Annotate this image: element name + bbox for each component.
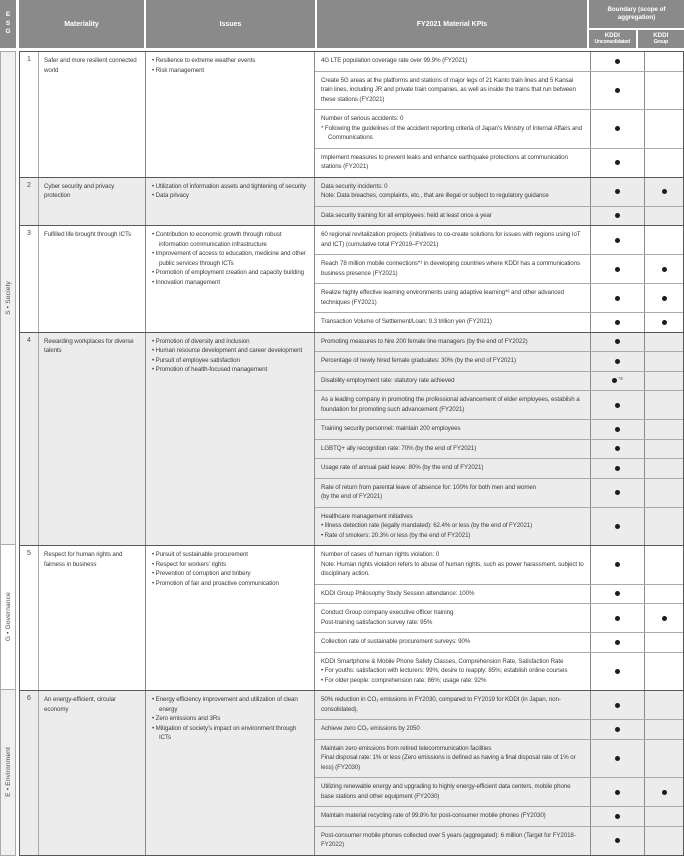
esg-group-label: G • Governance [5, 592, 12, 641]
kpi-line: As a leading company in promoting the professional advancement of elder employees, establish a foundation for promoting such advancement (FY2021) [321, 395, 584, 414]
issue-item: • Zero emissions and 3Rs [152, 714, 309, 724]
kpi-line: Data security incidents: 0 [321, 182, 584, 192]
boundary-kddi-group-cell [644, 352, 683, 371]
boundary-kddi-unconsolidated-cell [590, 459, 644, 478]
kpi-line: • Illness detection rate (legally mandated): 62.4% or less (by the end of FY2021) [321, 521, 584, 531]
boundary-kddi-unconsolidated-cell [590, 372, 644, 391]
kpi-cell [315, 255, 590, 283]
boundary-kddi-unconsolidated-cell [590, 604, 644, 632]
kpi-cell [315, 740, 590, 778]
table-body [0, 51, 684, 856]
kpi-cell [315, 284, 590, 312]
boundary-kddi-unconsolidated-cell [590, 149, 644, 177]
scope-dot-icon [615, 703, 620, 708]
boundary-kddi-unconsolidated-cell [590, 110, 644, 148]
kpi-row [315, 391, 683, 420]
scope-dot-icon [615, 727, 620, 732]
scope-dot-icon [662, 296, 667, 301]
boundary-kddi-group-cell [644, 149, 683, 177]
boundary-kddi-unconsolidated-cell [590, 255, 644, 283]
kpi-line: Data security training for all employees: held at least once a year [321, 211, 584, 221]
header-kddi-group: KDDI Group [638, 30, 684, 48]
header-boundary: Boundary (scope of aggregation) [589, 0, 684, 28]
boundary-kddi-group-cell [644, 778, 683, 806]
boundary-kddi-unconsolidated-cell [590, 284, 644, 312]
materiality-cell: Cyber security and privacy protection [39, 178, 145, 226]
issue-item: • Pursuit of sustainable procurement [152, 550, 309, 560]
boundary-kddi-group-cell [644, 207, 683, 226]
scope-dot-icon [615, 59, 620, 64]
scope-dot-icon [662, 189, 667, 194]
kpi-cell [315, 110, 590, 148]
kpi-line: * Following the guidelines of the accident reporting criteria of Japan’s Ministry of Internal Affairs and Communications [321, 124, 584, 143]
kpi-cell [315, 420, 590, 439]
scope-dot-icon [615, 669, 620, 674]
scope-dot-icon [615, 189, 620, 194]
scope-dot-icon [615, 320, 620, 325]
esg-band [0, 545, 684, 690]
kpi-row [315, 778, 683, 807]
materiality-group [19, 51, 684, 545]
kpi-row [315, 653, 683, 691]
issue-item: • Innovation management [152, 278, 309, 288]
materiality-number: 5 [20, 546, 39, 690]
esg-band [0, 690, 684, 856]
materiality-number: 1 [20, 52, 39, 177]
kpi-line: Collection rate of sustainable procurement surveys: 90% [321, 637, 584, 647]
boundary-kddi-group-cell [644, 313, 683, 332]
header-kpis: FY2021 Material KPIs [317, 0, 587, 48]
issue-item: • Improvement of access to education, medicine and other public services through ICTs [152, 249, 309, 268]
boundary-kddi-group-cell [644, 284, 683, 312]
kpi-cell [315, 827, 590, 855]
header-columns [19, 0, 684, 48]
issue-item: • Promotion of health-focused management [152, 365, 309, 375]
kpi-row [315, 372, 683, 392]
scope-dot-icon [615, 296, 620, 301]
kpi-cell [315, 333, 590, 352]
materiality-row-1 [20, 52, 683, 177]
materiality-number: 3 [20, 226, 39, 332]
boundary-kddi-group-cell [644, 720, 683, 739]
kpi-row [315, 178, 683, 207]
kpi-line: • For older people: comprehension rate: 86%; usage rate: 92% [321, 676, 584, 686]
boundary-kddi-group-cell [644, 72, 683, 110]
materiality-number: 4 [20, 333, 39, 546]
kpi-row [315, 585, 683, 605]
kpi-rows [314, 178, 683, 226]
boundary-kddi-group-cell [644, 691, 683, 719]
esg-group-label-cell [0, 545, 16, 690]
issue-item: • Respect for workers’ rights [152, 560, 309, 570]
kpi-line: KDDI Smartphone & Mobile Phone Safety Classes, Comprehension Rate, Satisfaction Rate [321, 657, 584, 667]
scope-dot-icon [615, 591, 620, 596]
scope-dot-icon [662, 267, 667, 272]
kpi-cell [315, 653, 590, 691]
kpi-line: Rate of return from parental leave of absence for: 100% for both men and women [321, 483, 584, 493]
boundary-kddi-group-cell [644, 633, 683, 652]
scope-dot-icon [615, 466, 620, 471]
esg-group-label-cell [0, 690, 16, 856]
scope-dot-icon [615, 160, 620, 165]
kpi-line: Realize highly effective learning environments using adaptive learning*² and other advanced techniques (FY2021) [321, 288, 584, 307]
boundary-kddi-group-cell [644, 255, 683, 283]
kpi-line: Healthcare management initiatives [321, 512, 584, 522]
issue-item: • Mitigation of society’s impact on environment through ICTs [152, 724, 309, 743]
boundary-kddi-unconsolidated-cell [590, 720, 644, 739]
materiality-number: 2 [20, 178, 39, 226]
kpi-row [315, 691, 683, 720]
kpi-row [315, 807, 683, 827]
kpi-row [315, 352, 683, 372]
esg-header-cell [0, 0, 16, 48]
kpi-row [315, 827, 683, 855]
boundary-kddi-unconsolidated-cell [590, 827, 644, 855]
kpi-cell [315, 372, 590, 391]
issue-item: • Energy efficiency improvement and utilization of clean energy [152, 695, 309, 714]
scope-dot-icon [615, 838, 620, 843]
kpi-cell [315, 778, 590, 806]
boundary-kddi-unconsolidated-cell [590, 352, 644, 371]
boundary-kddi-unconsolidated-cell [590, 440, 644, 459]
scope-dot-icon [615, 427, 620, 432]
scope-dot-icon [615, 490, 620, 495]
issues-cell [145, 52, 314, 177]
boundary-kddi-unconsolidated-cell [590, 333, 644, 352]
boundary-kddi-unconsolidated-cell [590, 585, 644, 604]
kpi-rows [314, 333, 683, 546]
materiality-cell: Respect for human rights and fairness in business [39, 546, 145, 690]
kpi-row [315, 149, 683, 177]
boundary-kddi-unconsolidated-cell [590, 313, 644, 332]
kpi-row [315, 52, 683, 72]
scope-dot-icon [615, 88, 620, 93]
issues-cell [145, 546, 314, 690]
kpi-row [315, 226, 683, 255]
boundary-kddi-unconsolidated-cell [590, 420, 644, 439]
boundary-kddi-unconsolidated-cell [590, 178, 644, 206]
issues-cell [145, 178, 314, 226]
boundary-kddi-group-cell [644, 52, 683, 71]
kpi-cell [315, 52, 590, 71]
boundary-kddi-unconsolidated-cell [590, 226, 644, 254]
issue-item: • Prevention of corruption and bribery [152, 569, 309, 579]
kpi-line: 50% reduction in CO₂ emissions in FY2030, compared to FY2019 for KDDI (in Japan, non-consolidated). [321, 695, 584, 714]
boundary-kddi-unconsolidated-cell [590, 633, 644, 652]
kpi-line: Reach 78 million mobile connections*¹ in developing countries where KDDI has a communications business presence (FY2021) [321, 259, 584, 278]
materiality-row-5 [20, 546, 683, 690]
boundary-kddi-group-cell [644, 508, 683, 546]
kpi-line: 60 regional revitalization projects (initiatives to co-create solutions for issues with regions using IoT and ICT) (cumulative total FY2019–FY2021) [321, 230, 584, 249]
kpi-row [315, 508, 683, 546]
scope-dot-icon [615, 359, 620, 364]
kpi-line: Promoting measures to hire 200 female line managers (by the end of FY2022) [321, 337, 584, 347]
boundary-kddi-group-cell [644, 604, 683, 632]
kpi-line: Post-training satisfaction survey rate: 95% [321, 618, 584, 628]
kpi-cell [315, 149, 590, 177]
kpi-line: (by the end of FY2021) [321, 492, 584, 502]
materiality-cell: Fulfilled life brought through ICTs [39, 226, 145, 332]
scope-dot-icon [615, 126, 620, 131]
kpi-line: Note: Human rights violation refers to abuse of human rights, such as power harassment, subject to disciplinary action. [321, 560, 584, 579]
boundary-kddi-unconsolidated-cell [590, 653, 644, 691]
kpi-line: Final disposal rate: 1% or less (Zero emissions is defined as having a final disposal rate of 1% or less) (FY2030) [321, 753, 584, 772]
boundary-kddi-group-cell [644, 372, 683, 391]
kpi-row [315, 546, 683, 585]
esg-group-label: E • Environment [5, 747, 12, 797]
kpi-cell [315, 226, 590, 254]
issues-cell [145, 333, 314, 546]
materiality-row-6 [20, 691, 683, 855]
kpi-cell [315, 459, 590, 478]
scope-dot-icon [662, 616, 667, 621]
scope-dot-icon [615, 562, 620, 567]
scope-dot-icon [662, 790, 667, 795]
kpi-row [315, 420, 683, 440]
boundary-kddi-unconsolidated-cell [590, 52, 644, 71]
scope-dot-icon [615, 213, 620, 218]
materiality-row-4 [20, 332, 683, 546]
scope-dot-icon [612, 378, 617, 383]
boundary-kddi-unconsolidated-cell [590, 778, 644, 806]
materiality-row-3 [20, 225, 683, 332]
scope-dot-icon [615, 814, 620, 819]
kpi-cell [315, 178, 590, 206]
esg-letter-g: G [5, 28, 10, 37]
scope-dot-icon [615, 238, 620, 243]
kpi-line: Implement measures to prevent leaks and enhance earthquake protections at communication stations (FY2021) [321, 153, 584, 172]
kpi-rows [314, 52, 683, 177]
boundary-kddi-group-cell [644, 391, 683, 419]
kpi-row [315, 720, 683, 740]
boundary-kddi-unconsolidated-cell [590, 546, 644, 584]
esg-letter-s: S [6, 20, 10, 29]
materiality-cell: Safer and more resilient connected world [39, 52, 145, 177]
boundary-kddi-unconsolidated-cell [590, 807, 644, 826]
kpi-line: Number of cases of human rights violation: 0 [321, 550, 584, 560]
kpi-cell [315, 313, 590, 332]
kpi-line: Disability employment rate: statutory rate achieved [321, 376, 584, 386]
boundary-kddi-group-cell [644, 333, 683, 352]
boundary-kddi-group-cell [644, 178, 683, 206]
kpi-cell [315, 691, 590, 719]
boundary-kddi-unconsolidated-cell [590, 740, 644, 778]
issues-cell [145, 691, 314, 855]
scope-dot-icon [615, 640, 620, 645]
header-boundary-group [589, 0, 684, 48]
esg-group-label-cell [0, 51, 16, 545]
kpi-row [315, 459, 683, 479]
kpi-cell [315, 479, 590, 507]
kpi-row [315, 333, 683, 353]
scope-dot-icon [615, 756, 620, 761]
kpi-cell [315, 807, 590, 826]
esg-letter-e: E [6, 11, 10, 20]
kpi-cell [315, 585, 590, 604]
header-materiality: Materiality [19, 0, 144, 48]
esg-band [0, 51, 684, 545]
scope-dot-icon [615, 616, 620, 621]
kpi-row [315, 110, 683, 149]
boundary-kddi-unconsolidated-cell [590, 207, 644, 226]
kpi-row [315, 284, 683, 313]
kpi-row [315, 72, 683, 111]
table-header [0, 0, 684, 48]
materiality-group [19, 690, 684, 856]
kpi-line: Transaction Volume of Settlement/Loan: 9.3 trillion yen (FY2021) [321, 317, 584, 327]
boundary-kddi-unconsolidated-cell [590, 508, 644, 546]
materiality-number: 6 [20, 691, 39, 855]
kpi-row [315, 255, 683, 284]
kpi-row [315, 207, 683, 226]
materiality-cell: An energy-efficient, circular economy [39, 691, 145, 855]
footnote-marker: *3 [618, 376, 622, 381]
boundary-kddi-unconsolidated-cell [590, 72, 644, 110]
scope-dot-icon [662, 320, 667, 325]
kpi-line: Conduct Group company executive officer training [321, 608, 584, 618]
kpi-line: Usage rate of annual paid leave: 80% (by the end of FY2021) [321, 463, 584, 473]
scope-dot-icon [615, 524, 620, 529]
kpi-rows [314, 691, 683, 855]
kpi-row [315, 604, 683, 633]
header-boundary-subcolumns [589, 30, 684, 48]
kpi-line: LGBTQ+ ally recognition rate: 70% (by the end of FY2021) [321, 444, 584, 454]
kpi-cell [315, 72, 590, 110]
issue-item: • Promotion of employment creation and capacity building [152, 268, 309, 278]
boundary-kddi-group-cell [644, 585, 683, 604]
kpi-row [315, 313, 683, 332]
issues-cell [145, 226, 314, 332]
scope-dot-icon [615, 267, 620, 272]
kpi-line: Number of serious accidents: 0 [321, 114, 584, 124]
kpi-line: • For youths: satisfaction with lecturers: 99%; desire to reapply: 85%; establish online courses [321, 666, 584, 676]
issue-item: • Promotion of fair and proactive communication [152, 579, 309, 589]
boundary-kddi-group-cell [644, 479, 683, 507]
kpi-row [315, 633, 683, 653]
boundary-kddi-group-cell [644, 807, 683, 826]
kpi-line: 4G LTE population coverage rate over 99.9% (FY2021) [321, 56, 584, 66]
boundary-kddi-unconsolidated-cell [590, 391, 644, 419]
issue-item: • Risk management [152, 66, 309, 76]
kpi-line: Note: Data breaches, complaints, etc., that are illegal or subject to regulatory guidance [321, 191, 584, 201]
boundary-kddi-group-cell [644, 740, 683, 778]
kpi-cell [315, 352, 590, 371]
kpi-line: Utilizing renewable energy and upgrading to highly energy-efficient data centers, mobile phone base stations and other equipment (FY2030) [321, 782, 584, 801]
kpi-line: Create 5G areas at the platforms and stations of major legs of 21 Kanto train lines and 5 Kansai train lines, including JR and private train companies, as well as inside the trains that run between these stations (FY2021) [321, 76, 584, 105]
boundary-kddi-unconsolidated-cell [590, 479, 644, 507]
kpi-cell [315, 546, 590, 584]
boundary-kddi-group-cell [644, 110, 683, 148]
kpi-rows [314, 546, 683, 690]
kpi-cell [315, 440, 590, 459]
kpi-line: Maintain zero emissions from retired telecommunication facilities [321, 744, 584, 754]
kpi-cell [315, 720, 590, 739]
scope-dot-icon [615, 790, 620, 795]
issue-item: • Contribution to economic growth through robust information communication infrastructure [152, 230, 309, 249]
kpi-line: Maintain material recycling rate of 99.8% for post-consumer mobile phones (FY2030) [321, 811, 584, 821]
materiality-group [19, 545, 684, 690]
boundary-kddi-group-cell [644, 459, 683, 478]
kpi-cell [315, 207, 590, 226]
boundary-kddi-unconsolidated-cell [590, 691, 644, 719]
scope-dot-icon [615, 446, 620, 451]
boundary-kddi-group-cell [644, 420, 683, 439]
materiality-cell: Rewarding workplaces for diverse talents [39, 333, 145, 546]
issue-item: • Promotion of diversity and inclusion [152, 337, 309, 347]
kpi-line: KDDI Group Philosophy Study Session attendance: 100% [321, 589, 584, 599]
kpi-line: • Rate of smokers: 20.3% or less (by the end of FY2021) [321, 531, 584, 541]
materiality-row-2 [20, 177, 683, 226]
kpi-row [315, 479, 683, 508]
header-issues: Issues [146, 0, 315, 48]
kpi-row [315, 440, 683, 460]
issue-item: • Resilience to extreme weather events [152, 56, 309, 66]
kpi-cell [315, 391, 590, 419]
header-kddi-unconsolidated: KDDI Unconsolidated [589, 30, 636, 48]
issue-item: • Human resource development and career development [152, 346, 309, 356]
boundary-kddi-group-cell [644, 440, 683, 459]
kpi-cell [315, 508, 590, 546]
esg-group-label: S • Society [5, 281, 12, 315]
issue-item: • Data privacy [152, 191, 309, 201]
kpi-row [315, 740, 683, 779]
scope-dot-icon [615, 403, 620, 408]
kpi-rows [314, 226, 683, 332]
boundary-kddi-group-cell [644, 827, 683, 855]
kpi-cell [315, 633, 590, 652]
boundary-kddi-group-cell [644, 546, 683, 584]
kpi-line: Percentage of newly hired female graduates: 30% (by the end of FY2021) [321, 356, 584, 366]
kpi-line: Training security personnel: maintain 200 employees [321, 424, 584, 434]
boundary-kddi-group-cell [644, 653, 683, 691]
kpi-line: Post-consumer mobile phones collected over 5 years (aggregated): 6 million (Target for FY2018-FY2022) [321, 831, 584, 850]
issue-item: • Pursuit of employee satisfaction [152, 356, 309, 366]
boundary-kddi-group-cell [644, 226, 683, 254]
kpi-line: Achieve zero CO₂ emissions by 2050 [321, 724, 584, 734]
kpi-cell [315, 604, 590, 632]
issue-item: • Utilization of information assets and tightening of security [152, 182, 309, 192]
scope-dot-icon [615, 339, 620, 344]
